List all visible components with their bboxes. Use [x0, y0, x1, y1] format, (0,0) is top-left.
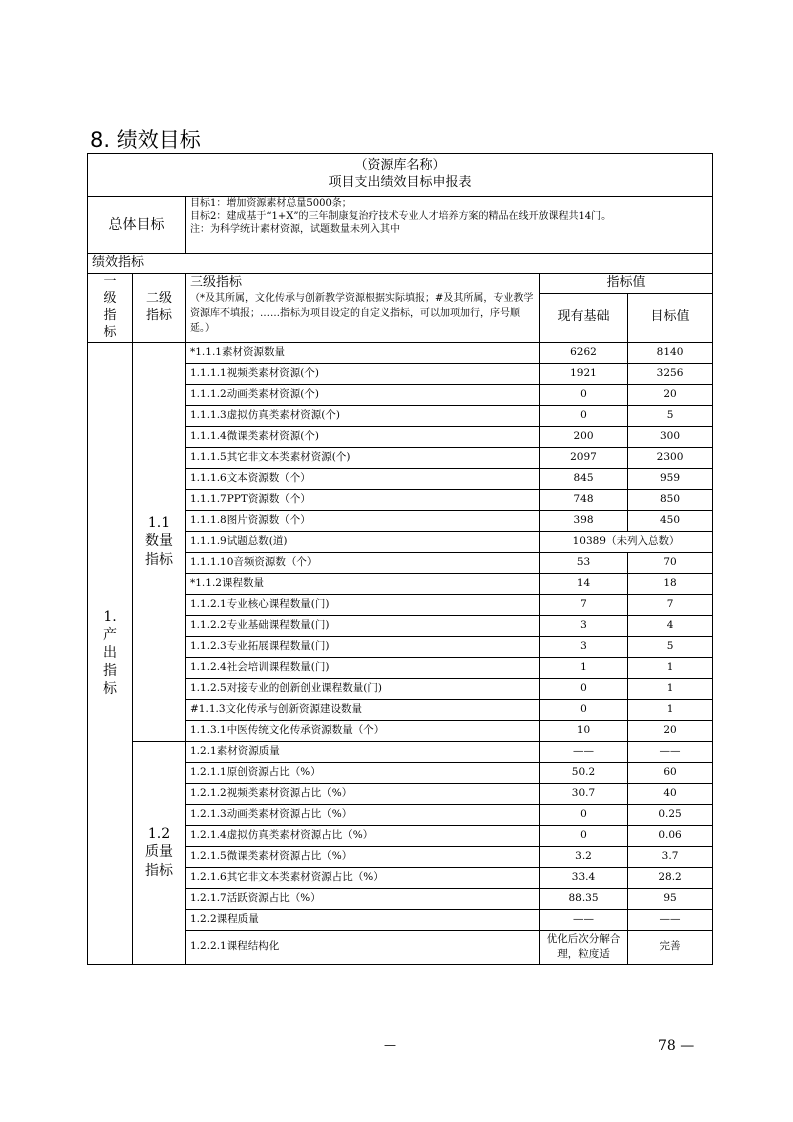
target-value: 3256	[628, 363, 713, 384]
level3-indicator-name: 1.1.1.6文本资源数（个）	[186, 468, 540, 489]
baseline-value: 845	[540, 468, 628, 489]
level3-indicator-name: 1.1.1.7PPT资源数（个）	[186, 489, 540, 510]
level3-indicator-name: 1.2.1.4虚拟仿真类素材资源占比（%）	[186, 825, 540, 846]
baseline-value: 14	[540, 573, 628, 594]
target-value: 300	[628, 426, 713, 447]
level3-indicator-name: *1.1.2课程数量	[186, 573, 540, 594]
baseline-value: 3	[540, 615, 628, 636]
level3-note: （*及其所属，文化传承与创新教学资源根据实际填报；#及其所属，专业教学资源库不填报；……指标为项目设定的自定义指标，可以加项加行，序号顺延。）	[190, 293, 534, 334]
level3-indicator-name: 1.1.2.1专业核心课程数量(门)	[186, 594, 540, 615]
baseline-value: 7	[540, 594, 628, 615]
level3-indicator-name: 1.2.1.7活跃资源占比（%）	[186, 888, 540, 909]
baseline-value: 6262	[540, 342, 628, 363]
target-value: 959	[628, 468, 713, 489]
baseline-value: 0	[540, 384, 628, 405]
overall-goal-label: 总体目标	[88, 197, 186, 254]
baseline-value: 2097	[540, 447, 628, 468]
resource-library-name: （资源库名称）	[354, 158, 446, 174]
target-value: 7	[628, 594, 713, 615]
baseline-value: 3	[540, 636, 628, 657]
performance-indicator-label: 绩效指标	[88, 254, 713, 274]
baseline-value: 1	[540, 657, 628, 678]
level2-indicator: 1.2 质量 指标	[133, 741, 186, 964]
merged-value: 10389（未列入总数）	[540, 531, 713, 552]
target-value: 40	[628, 783, 713, 804]
baseline-value: 398	[540, 510, 628, 531]
target-value: 4	[628, 615, 713, 636]
baseline-value: 10	[540, 720, 628, 741]
baseline-value: 0	[540, 678, 628, 699]
target-value: 450	[628, 510, 713, 531]
target-value: 完善	[628, 930, 713, 964]
baseline-value: 1921	[540, 363, 628, 384]
level3-indicator-name: 1.1.1.5其它非文本类素材资源(个)	[186, 447, 540, 468]
baseline-value: 0	[540, 804, 628, 825]
level3-indicator-name: 1.1.2.4社会培训课程数量(门)	[186, 657, 540, 678]
target-value: 5	[628, 636, 713, 657]
baseline-value: 53	[540, 552, 628, 573]
baseline-value: ——	[540, 909, 628, 930]
table-row	[88, 741, 713, 762]
level3-indicator-name: 1.2.1.3动画类素材资源占比（%）	[186, 804, 540, 825]
baseline-value: 30.7	[540, 783, 628, 804]
performance-goal-table	[87, 153, 713, 965]
level3-indicator-name: 1.1.1.8图片资源数（个）	[186, 510, 540, 531]
target-value: 0.25	[628, 804, 713, 825]
target-value: 0.06	[628, 825, 713, 846]
level3-indicator-name: 1.2.1.5微课类素材资源占比（%）	[186, 846, 540, 867]
level1-indicator: 1. 产 出 指 标	[88, 342, 133, 964]
level3-indicator-name: 1.2.2.1课程结构化	[186, 930, 540, 964]
form-title: 项目支出绩效目标申报表	[328, 175, 472, 190]
level3-indicator-name: 1.2.1素材资源质量	[186, 741, 540, 762]
level3-indicator-name: *1.1.1素材资源数量	[186, 342, 540, 363]
overall-goal-line: 目标2：建成基于“1+X”的三年制康复治疗技术专业人才培养方案的精品在线开放课程共14门。	[190, 211, 612, 222]
target-value: 5	[628, 405, 713, 426]
overall-goal-line: 注：为科学统计素材资源，试题数量未列入其中	[190, 224, 400, 235]
level2-indicator: 1.1 数量 指标	[133, 342, 186, 741]
target-header: 目标值	[628, 293, 713, 342]
table-row	[88, 342, 713, 363]
target-value: 18	[628, 573, 713, 594]
overall-goal-text	[186, 197, 713, 254]
target-value: 8140	[628, 342, 713, 363]
page-number: 78 —	[658, 1038, 695, 1054]
overall-goal-line: 目标1：增加资源素材总量5000条；	[190, 198, 352, 209]
baseline-value: 3.2	[540, 846, 628, 867]
target-value: 20	[628, 720, 713, 741]
baseline-header: 现有基础	[540, 293, 628, 342]
level3-indicator-name: 1.2.1.1原创资源占比（%）	[186, 762, 540, 783]
target-value: ——	[628, 741, 713, 762]
level3-indicator-name: 1.2.1.6其它非文本类素材资源占比（%）	[186, 867, 540, 888]
baseline-value: 33.4	[540, 867, 628, 888]
target-value: 1	[628, 678, 713, 699]
level3-indicator-name: 1.1.2.3专业拓展课程数量(门)	[186, 636, 540, 657]
target-value: 3.7	[628, 846, 713, 867]
target-value: 850	[628, 489, 713, 510]
baseline-value: 优化后次分解合理，粒度适	[540, 930, 628, 964]
target-value: ——	[628, 909, 713, 930]
baseline-value: 748	[540, 489, 628, 510]
level3-indicator-name: 1.1.1.9试题总数(道)	[186, 531, 540, 552]
indicator-value-header: 指标值	[540, 274, 713, 294]
level3-indicator-name: 1.2.1.2视频类素材资源占比（%）	[186, 783, 540, 804]
level1-header: 一 级 指 标	[88, 274, 133, 343]
level2-header: 二级 指标	[133, 274, 186, 343]
baseline-value: 0	[540, 405, 628, 426]
baseline-value: 50.2	[540, 762, 628, 783]
level3-indicator-name: 1.2.2课程质量	[186, 909, 540, 930]
section-heading: 8. 绩效目标	[90, 128, 201, 152]
target-value: 1	[628, 699, 713, 720]
target-value: 2300	[628, 447, 713, 468]
target-value: 95	[628, 888, 713, 909]
table-title	[88, 154, 713, 197]
baseline-value: 0	[540, 825, 628, 846]
level3-indicator-name: 1.1.1.10音频资源数（个）	[186, 552, 540, 573]
level3-indicator-name: 1.1.3.1中医传统文化传承资源数量（个）	[186, 720, 540, 741]
footer-dash: —	[384, 1038, 396, 1052]
target-value: 60	[628, 762, 713, 783]
target-value: 70	[628, 552, 713, 573]
baseline-value: 0	[540, 699, 628, 720]
baseline-value: 88.35	[540, 888, 628, 909]
level3-indicator-name: 1.1.1.1视频类素材资源(个)	[186, 363, 540, 384]
level3-indicator-name: 1.1.1.4微课类素材资源(个)	[186, 426, 540, 447]
level3-indicator-name: #1.1.3文化传承与创新资源建设数量	[186, 699, 540, 720]
target-value: 1	[628, 657, 713, 678]
level3-indicator-name: 1.1.2.5对接专业的创新创业课程数量(门)	[186, 678, 540, 699]
baseline-value: ——	[540, 741, 628, 762]
level3-header	[186, 274, 540, 343]
level3-indicator-name: 1.1.1.2动画类素材资源(个)	[186, 384, 540, 405]
level3-indicator-name: 1.1.1.3虚拟仿真类素材资源(个)	[186, 405, 540, 426]
baseline-value: 200	[540, 426, 628, 447]
level3-indicator-name: 1.1.2.2专业基础课程数量(门)	[186, 615, 540, 636]
target-value: 20	[628, 384, 713, 405]
target-value: 28.2	[628, 867, 713, 888]
level3-title: 三级指标	[190, 275, 243, 290]
